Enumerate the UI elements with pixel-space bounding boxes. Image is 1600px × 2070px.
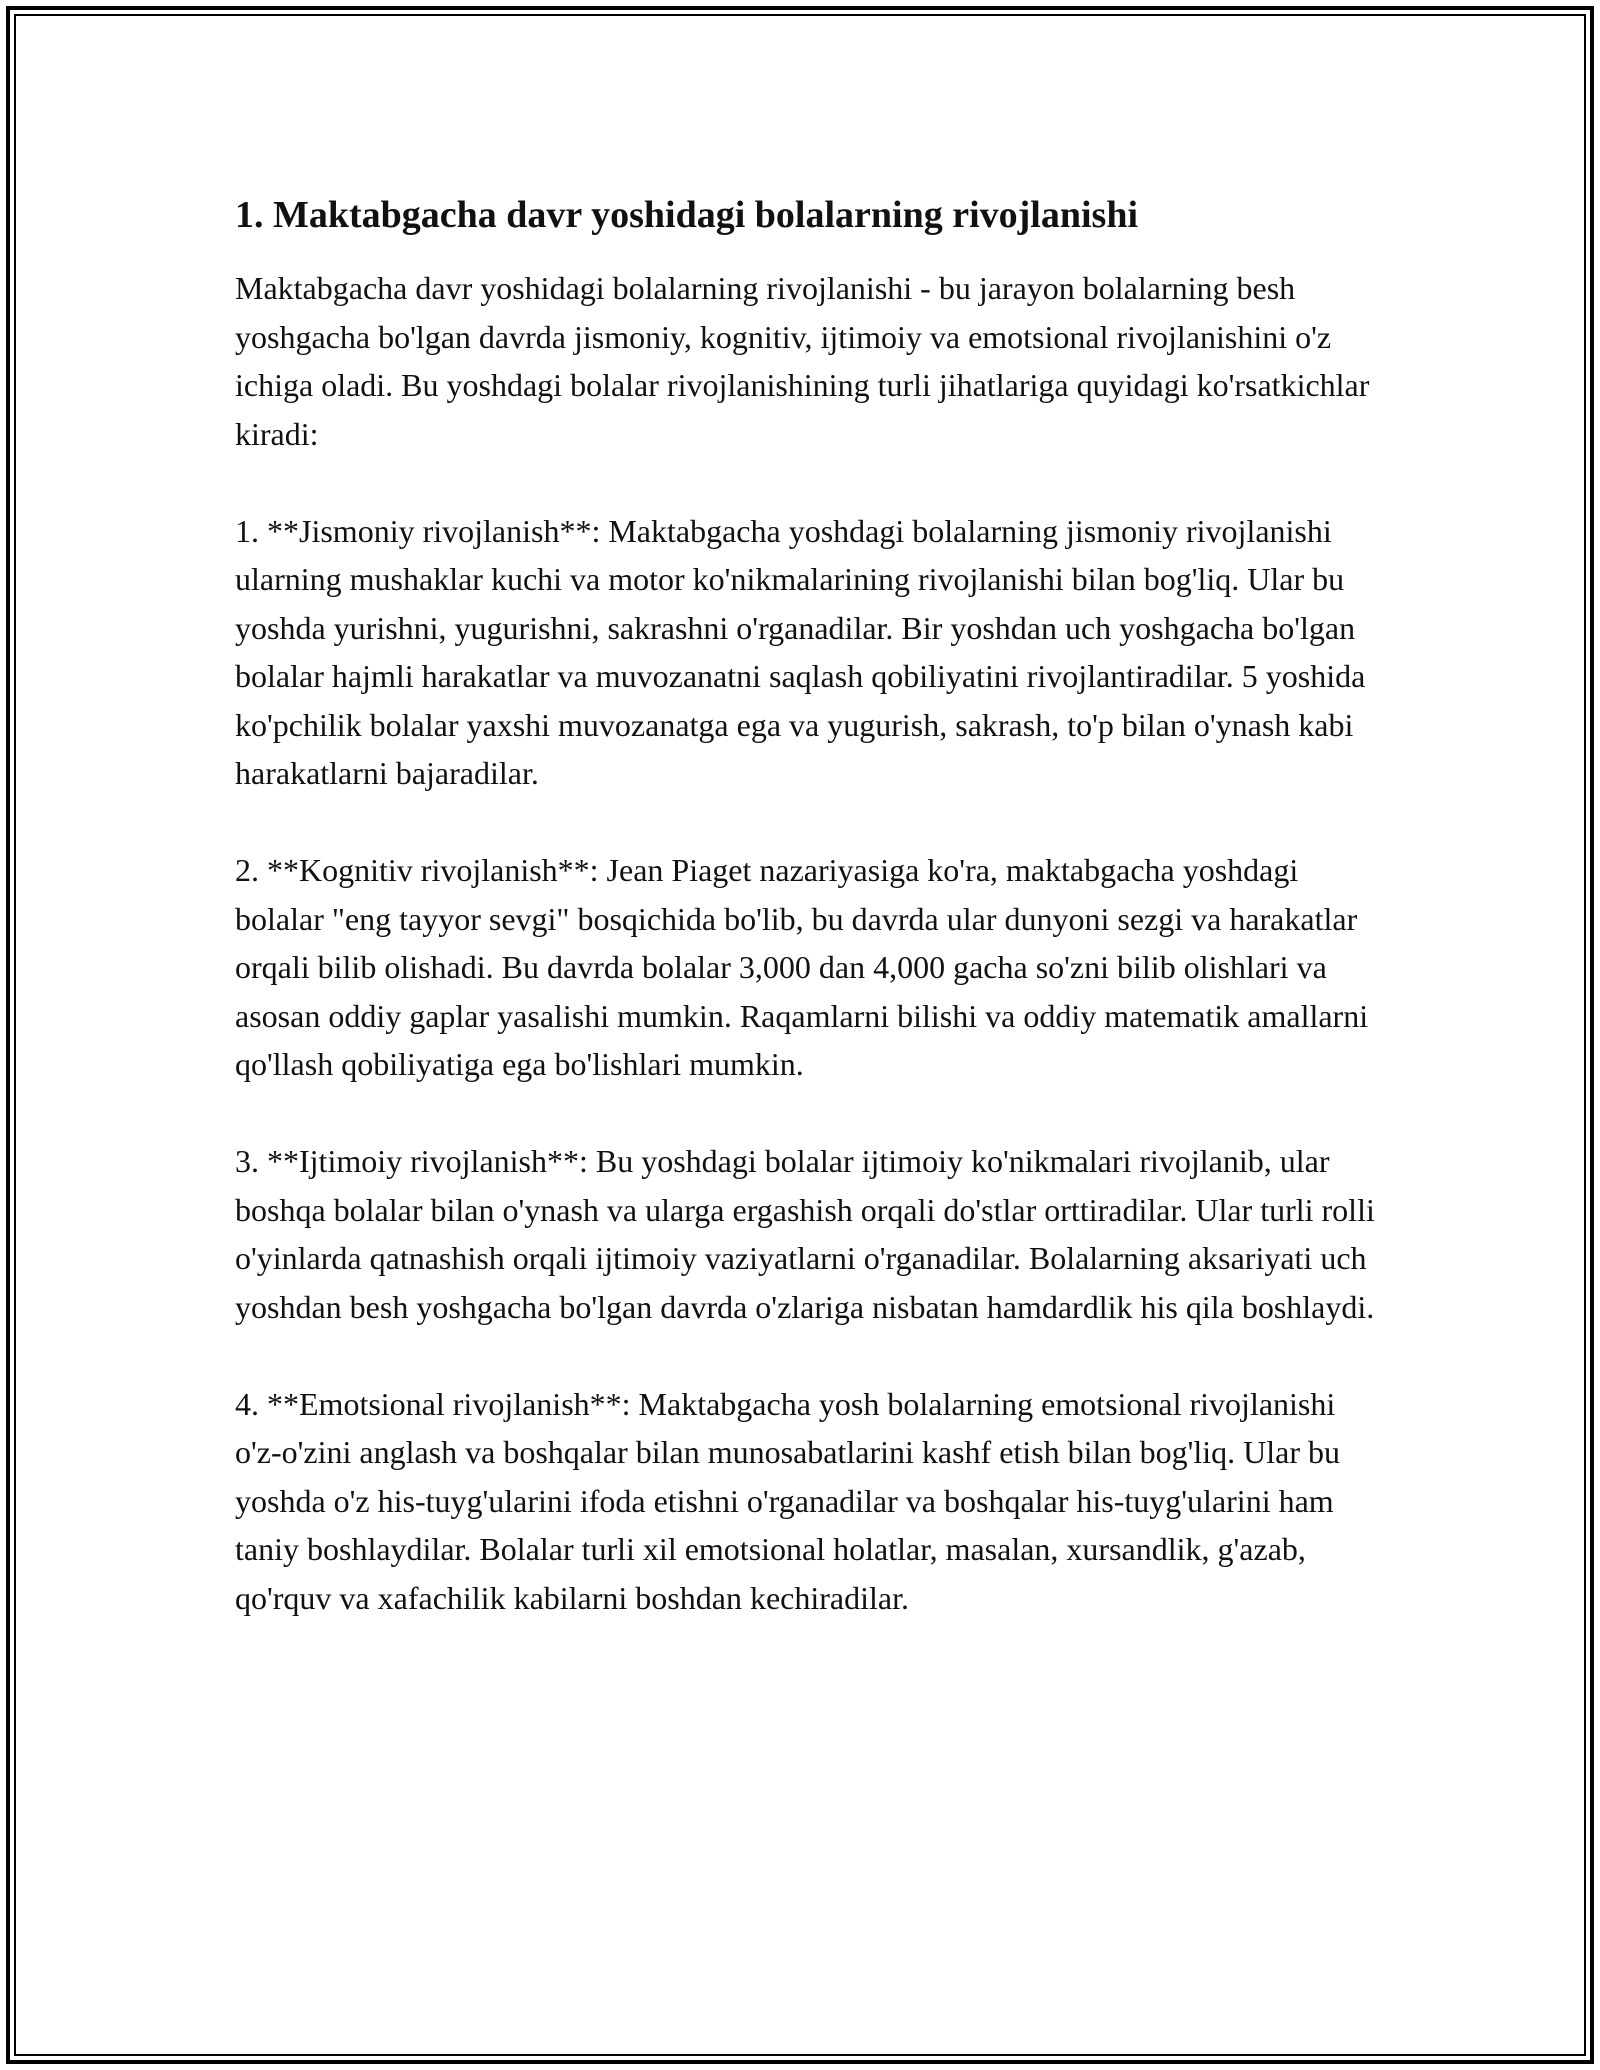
- social-development-paragraph: 3. **Ijtimoiy rivojlanish**: Bu yoshdagi bolalar ijtimoiy ko'nikmalari rivojlanib, ular boshqa bolalar bilan o'ynash va ularga ergashish orqali do'stlar orttiradilar. Ular turli rolli o'yinlarda qatnashish orqali ijtimoiy vaziyatlarni o'rganadilar. Bolalarning aksariyati uch yoshdan besh yoshgacha bo'lgan davrda o'zlariga nisbatan hamdardlik his qila boshlaydi.: [235, 1143, 1375, 1325]
- physical-development-paragraph: 1. **Jismoniy rivojlanish**: Maktabgacha yoshdagi bolalarning jismoniy rivojlanishi ularning mushaklar kuchi va motor ko'nikmalarining rivojlanishi bilan bog'liq. Ular bu yoshda yurishni, yugurishni, sakrashni o'rganadilar. Bir yoshdan uch yoshgacha bo'lgan bolalar hajmli harakatlar va muvozanatni saqlash qobiliyatini rivojlantiradilar. 5 yoshida ko'pchilik bolalar yaxshi muvozanatga ega va yugurish, sakrash, to'p bilan o'ynash kabi harakatlarni bajaradilar.: [235, 512, 1366, 791]
- cognitive-development-paragraph: 2. **Kognitiv rivojlanish**: Jean Piaget nazariyasiga ko'ra, maktabgacha yoshdagi bolalar "eng tayyor sevgi" bosqichida bo'lib, bu davrda ular dunyoni sezgi va harakatlar orqali bilib olishadi. Bu davrda bolalar 3,000 dan 4,000 gacha so'zni bilib olishlari va asosan oddiy gaplar yasalishi mumkin. Raqamlarni bilishi va oddiy matematik amallarni qo'llash qobiliyatiga ega bo'lishlari mumkin.: [235, 852, 1369, 1082]
- document-title: 1. Maktabgacha davr yoshidagi bolalarning rivojlanishi: [235, 194, 1139, 236]
- intro-paragraph: Maktabgacha davr yoshidagi bolalarning rivojlanishi - bu jarayon bolalarning besh yoshgacha bo'lgan davrda jismoniy, kognitiv, ijtimoiy va emotsional rivojlanishini o'z ichiga oladi. Bu yoshdagi bolalar rivojlanishining turli jihatlariga quyidagi ko'rsatkichlar kiradi:: [235, 270, 1370, 452]
- emotional-development-paragraph: 4. **Emotsional rivojlanish**: Maktabgacha yosh bolalarning emotsional rivojlanishi o'z-o'zini anglash va boshqalar bilan munosabatlarini kashf etish bilan bog'liq. Ular bu yoshda o'z his-tuyg'ularini ifoda etishni o'rganadilar va boshqalar his-tuyg'ularini ham taniy boshlaydilar. Bolalar turli xil emotsional holatlar, masalan, xursandlik, g'azab, qo'rquv va xafachilik kabilarni boshdan kechiradilar.: [235, 1385, 1341, 1616]
- document-body: [235, 186, 1375, 1671]
